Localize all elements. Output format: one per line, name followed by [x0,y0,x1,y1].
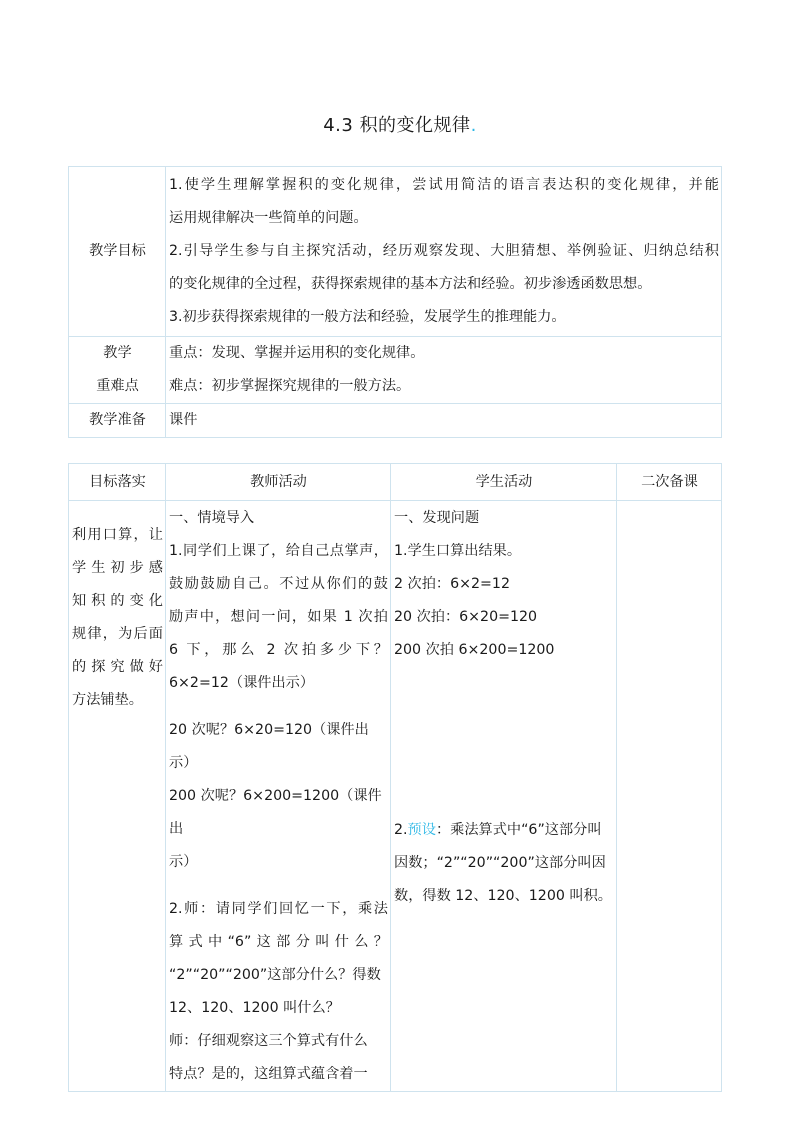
spacer [394,667,614,814]
header-notes: 二次备课 [617,464,722,501]
student-line: 一、发现问题 [394,510,480,526]
title-mark: . [470,115,477,136]
goals-content [166,167,722,337]
preset-label: 预设 [407,822,436,838]
focus-text: 重点：发现、掌握并运用积的变化规律。 [169,345,425,361]
goal-line: 1.使学生理解掌握积的变化规律，尝试用简洁的语言表达积的变化规律，并能 [169,177,719,193]
difficulty-text: 难点：初步掌握探究规律的一般方法。 [169,378,411,394]
goal-cell-line: 规律，为后面 [72,626,163,642]
key-points-content [166,337,722,404]
goal-cell [69,501,166,1092]
preparation-label: 教学准备 [69,404,166,438]
goal-cell-line: 方法铺垫。 [72,692,143,708]
teacher-line: 算式中“6”这部分叫什么？ [169,934,388,950]
header-goal: 目标落实 [69,464,166,501]
student-line: 2 次拍：6×2=12 [394,576,510,592]
spacer [169,700,388,714]
student-line: 1.学生口算出结果。 [394,543,522,559]
teacher-line: 励声中，想问一问，如果 1 次拍 [169,609,388,625]
activity-row [69,501,722,1092]
key-points-label-line2: 重难点 [96,378,139,394]
student-line: 数，得数 12、120、1200 叫积。 [394,888,612,904]
goal-cell-line: 的探究做好 [72,659,163,675]
activity-header-row [69,464,722,501]
teacher-line: 特点？是的，这组算式蕴含着一 [169,1066,368,1082]
goal-cell-line: 学生初步感 [72,560,163,576]
teacher-cell [166,501,391,1092]
student-line: 因数；“2”“20”“200”这部分叫因 [394,855,606,871]
section-title: 积的变化规律 [359,115,471,136]
goal-cell-line: 利用口算，让 [72,527,163,543]
goal-line: 2.引导学生参与自主探究活动，经历观察发现、大胆猜想、举例验证、归纳总结积 [169,243,719,259]
spacer [169,879,388,893]
goals-row [69,167,722,337]
teacher-line: 一、情境导入 [169,510,255,526]
teacher-line: 鼓励鼓励自己。不过从你们的鼓 [169,576,388,592]
preparation-row [69,404,722,438]
goals-label: 教学目标 [69,167,166,337]
key-points-label [69,337,166,404]
preparation-value: 课件 [166,404,722,438]
activity-table [68,463,722,1092]
page-title [0,111,800,137]
teacher-line: 6 下，那么 2 次拍多少下？ [169,642,388,658]
teacher-line: 12、120、1200 叫什么？ [169,1000,340,1016]
goal-line: 运用规律解决一些简单的问题。 [169,210,368,226]
teacher-line: 师：仔细观察这三个算式有什么 [169,1033,368,1049]
teacher-line: 20 次呢？6×20=120（课件出示） [169,722,369,771]
section-number: 4.3 [323,115,354,136]
key-points-label-line1: 教学 [103,345,132,361]
header-teacher: 教师活动 [166,464,391,501]
teacher-line: 2.师：请同学们回忆一下，乘法 [169,901,388,917]
notes-cell [617,501,722,1092]
preset-text: ：乘法算式中“6”这部分叫 [435,822,602,838]
student-line: 20 次拍：6×20=120 [394,609,538,625]
student-line: 200 次拍 6×200=1200 [394,642,555,658]
teacher-line: 200 次呢？6×200=1200（课件出 [169,788,382,837]
preset-number: 2. [394,822,408,838]
teacher-line: 6×2=12（课件出示） [169,675,315,691]
goal-cell-line: 知积的变化 [72,593,163,609]
student-preset-line [394,814,614,847]
goal-line: 的变化规律的全过程，获得探索规律的基本方法和经验。初步渗透函数思想。 [169,276,652,292]
lesson-info-table [68,166,722,438]
header-student: 学生活动 [391,464,617,501]
student-cell [391,501,617,1092]
goal-line: 3.初步获得探索规律的一般方法和经验，发展学生的推理能力。 [169,309,566,325]
teacher-line: 1.同学们上课了，给自己点掌声， [169,543,388,559]
key-points-row [69,337,722,404]
teacher-line: 示） [169,854,198,870]
teacher-line: “2”“20”“200”这部分什么？得数 [169,967,381,983]
